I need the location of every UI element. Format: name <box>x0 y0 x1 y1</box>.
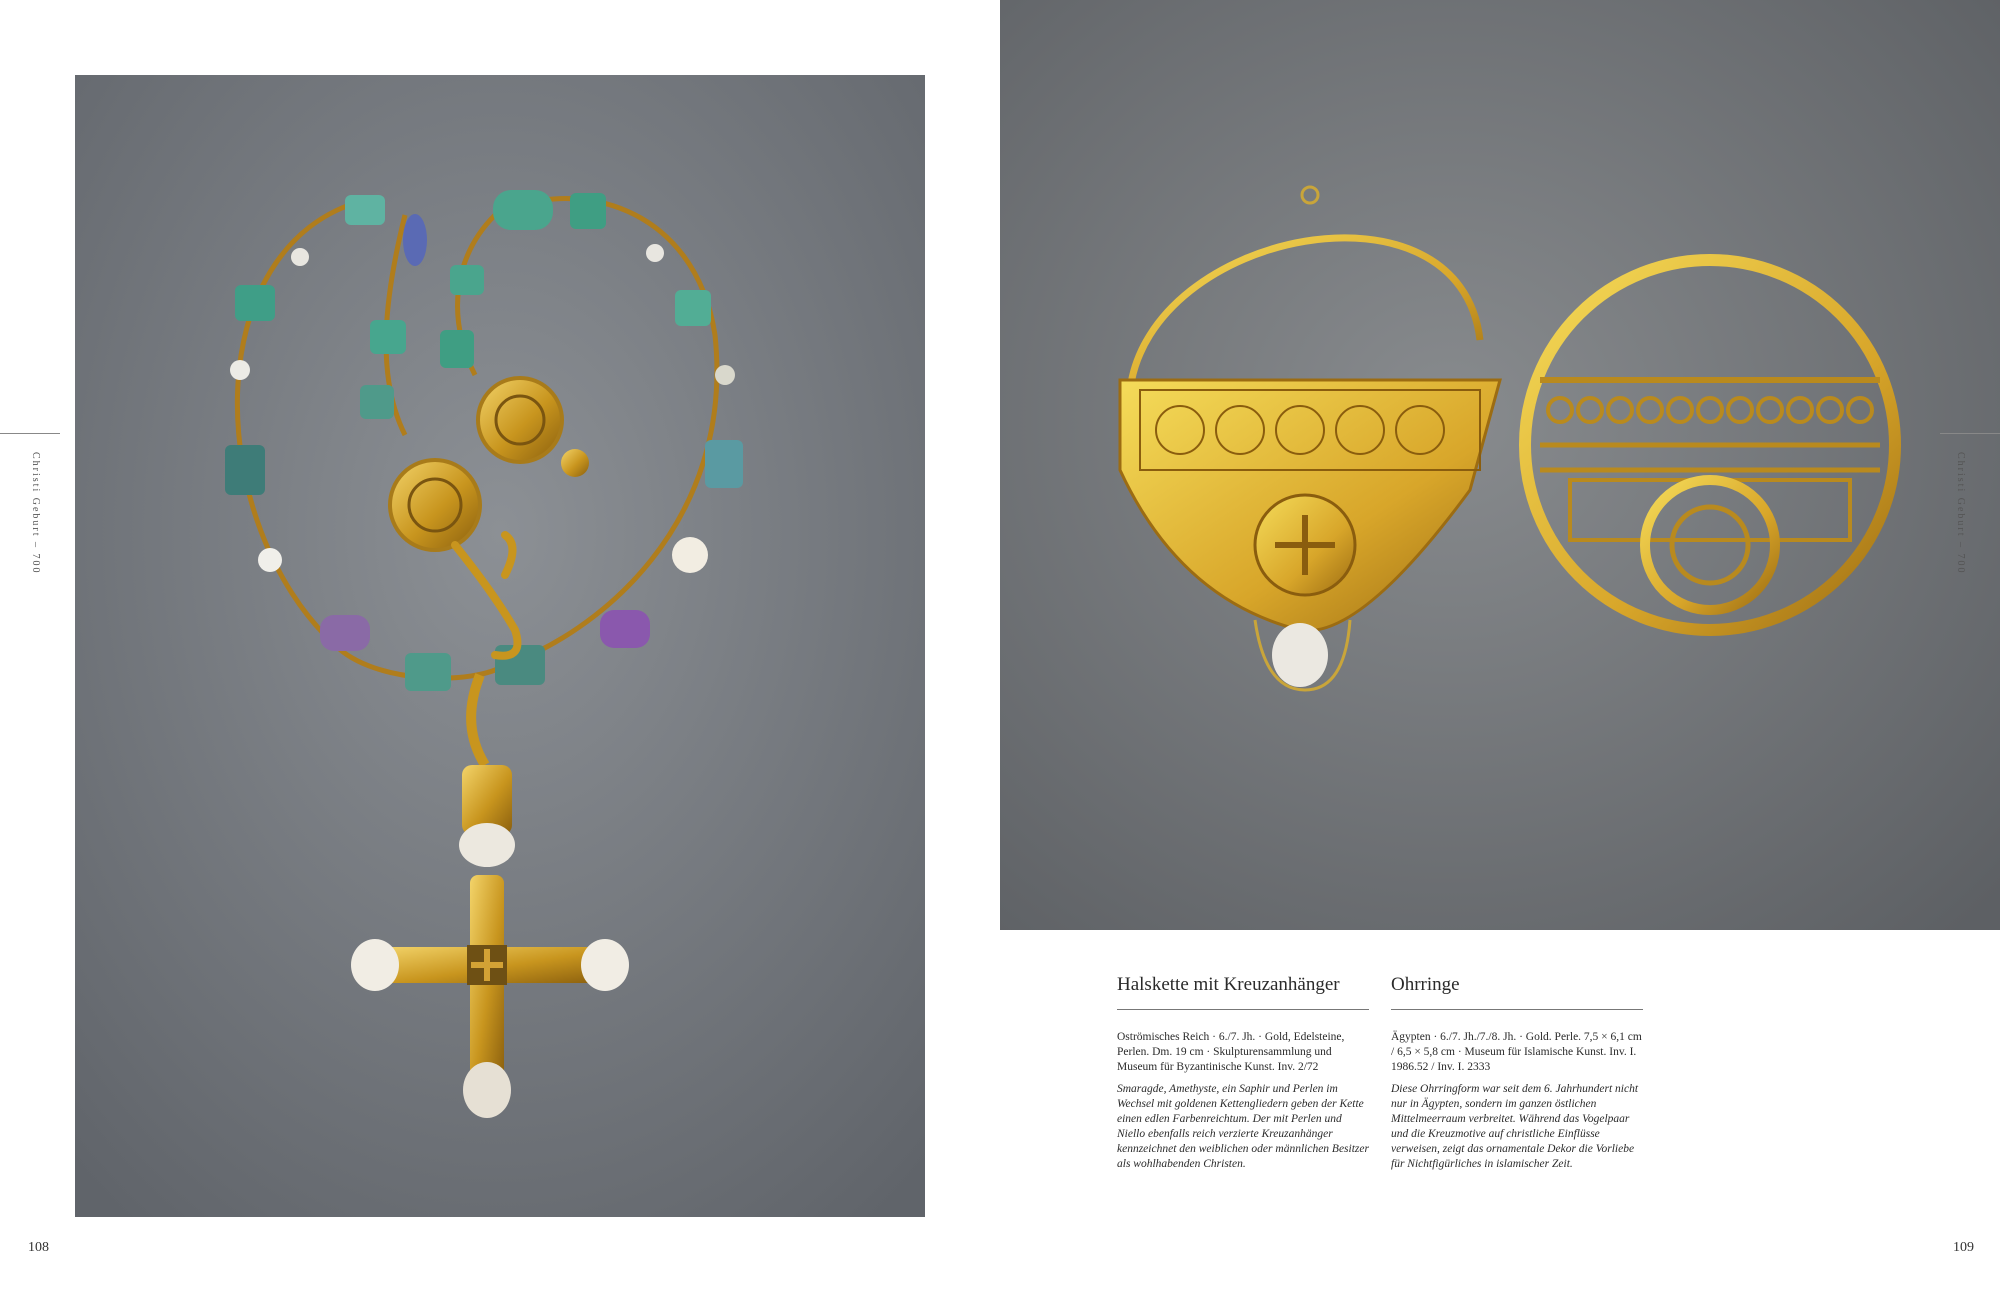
caption-meta: Oströmisches Reich · 6./7. Jh. · Gold, Edelsteine, Perlen. Dm. 19 cm · Skulpturensammlung und Museum für Byzantinische Kunst. Inv. 2/72 <box>1117 1031 1345 1073</box>
right-margin-rule <box>1940 433 2000 434</box>
caption-title: Halskette mit Kreuzanhänger <box>1117 973 1369 1010</box>
left-margin-rule <box>0 433 60 434</box>
page-number-right: 109 <box>1953 1240 1974 1255</box>
running-head-right: Christi Geburt – 700 <box>1955 452 1966 575</box>
page-number-left: 108 <box>28 1240 49 1255</box>
caption-description: Smaragde, Amethyste, ein Saphir und Perlen im Wechsel mit goldenen Kettengliedern geben der Kette einen edlen Farbenreichtum. Der mit Perlen und Niello ebenfalls reich verzierte Kreuzanhänger kennzeichnet den weiblichen oder männlichen Besitzer als wohlhabenden Christen. <box>1117 1083 1369 1170</box>
necklace-photo <box>75 75 925 1217</box>
earrings-image <box>1000 0 2000 930</box>
caption-description: Diese Ohrringform war seit dem 6. Jahrhundert nicht nur in Ägypten, sondern im ganzen östlichen Mittelmeerraum verbreitet. Während das Vogelpaar und die Kreuzmotive auf christliche Einflüsse verweisen, zeigt das ornamentale Dekor die Vorliebe für Nichtfigürliches in islamischer Zeit. <box>1391 1083 1639 1170</box>
caption-necklace <box>1117 973 1369 1172</box>
caption-meta: Ägypten · 6./7. Jh./7./8. Jh. · Gold. Perle. 7,5 × 6,1 cm / 6,5 × 5,8 cm · Museum für Islamische Kunst. Inv. I. 1986.52 / Inv. I. 2333 <box>1391 1031 1642 1073</box>
necklace-image <box>75 75 925 1217</box>
caption-earrings <box>1391 973 1643 1172</box>
earrings-photo <box>1000 0 2000 930</box>
running-head-left: Christi Geburt – 700 <box>30 452 41 575</box>
caption-title: Ohrringe <box>1391 973 1643 1010</box>
